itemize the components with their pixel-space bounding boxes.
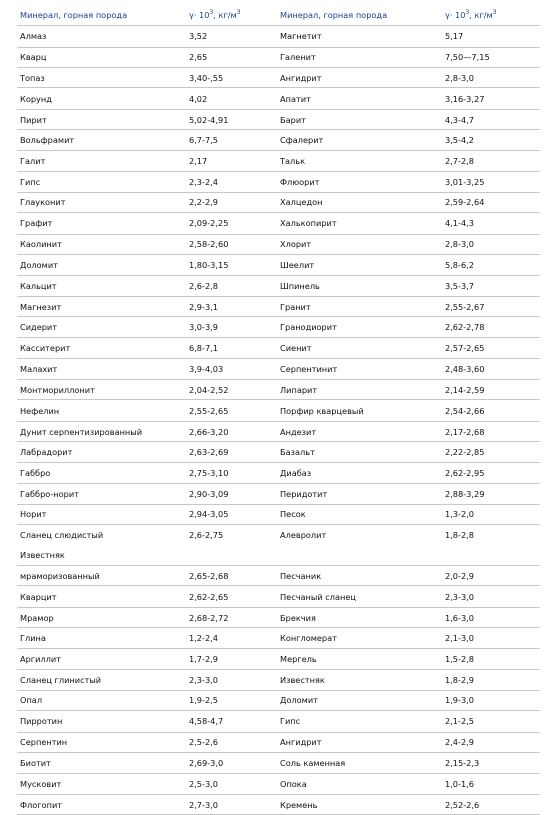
cell-mineral-right: Гранодиорит [277, 317, 440, 337]
cell-density-left: 2,55-2,65 [184, 400, 277, 422]
cell-density-right: 4,1-4,3 [440, 213, 540, 235]
cell-mineral-left: Монтмориллонит [17, 379, 184, 399]
table-row [17, 26, 540, 48]
table-row [17, 690, 540, 710]
cell-density-left: 2,3-2,4 [184, 172, 277, 192]
table-row [17, 379, 540, 399]
cell-mineral-right: Конгломерат [277, 628, 440, 648]
cell-density-left: 2,04-2,52 [184, 379, 277, 399]
cell-mineral-right: Шеелит [277, 255, 440, 275]
cell-mineral-right: Песчаник [277, 565, 440, 585]
cell-density-left: 2,7-3,0 [184, 795, 277, 815]
cell-mineral-right: Базальт [277, 442, 440, 462]
cell-mineral-left: Опал [17, 690, 184, 710]
table-row [17, 317, 540, 337]
cell-density-left: 2,90-3,09 [184, 484, 277, 504]
table-row [17, 297, 540, 317]
table-row [17, 275, 540, 297]
cell-density-left: 3,0-3,9 [184, 317, 277, 337]
cell-mineral-left: Гипс [17, 172, 184, 192]
cell-density-left: 1,2-2,4 [184, 628, 277, 648]
cell-mineral-right: Шпинель [277, 275, 440, 297]
cell-mineral-right: Сиенит [277, 337, 440, 359]
cell-mineral-left: Корунд [17, 88, 184, 110]
cell-mineral-right: Алевролит [280, 530, 327, 541]
cell-density-left: 2,6-2,75 [189, 530, 224, 541]
density-unit: , кг/м [469, 10, 493, 20]
cell-mineral-right: Апатит [277, 88, 440, 110]
table-row [17, 753, 540, 773]
table-row [17, 150, 540, 172]
cell-density-right: 2,62-2,95 [440, 462, 540, 484]
cell-density-left: 2,6-2,8 [184, 275, 277, 297]
cell-mineral-left: Известняк [17, 546, 184, 566]
cell-density-left: 2,5-2,6 [184, 732, 277, 752]
cell-density-left: 1,7-2,9 [184, 648, 277, 670]
cell-mineral-left: Флогопит [17, 795, 184, 815]
table-row [17, 400, 540, 422]
table-row [17, 586, 540, 608]
cell-density-left: 6,8-7,1 [184, 337, 277, 359]
table-row [17, 88, 540, 110]
cell-density-right: 5,8-6,2 [440, 255, 540, 275]
cell-mineral-left: Кальцит [17, 275, 184, 297]
table-row [17, 773, 540, 795]
cell-density-left: 4,02 [184, 88, 277, 110]
cell-mineral-right: Песок [277, 504, 440, 524]
cell-density-right: 3,5-4,2 [440, 130, 540, 150]
cell-mineral-right: Серпентинит [277, 359, 440, 379]
table-row [17, 359, 540, 379]
cell-mineral-right: Барит [277, 109, 440, 129]
cell-mineral-left: Пирит [17, 109, 184, 129]
cell-mineral-left: Каолинит [17, 234, 184, 254]
cell-mineral-left: Магнезит [17, 297, 184, 317]
cell-mineral-left: Сланец слюдистый [20, 530, 104, 541]
cell-density-right: 2,1-2,5 [440, 711, 540, 733]
cell-mineral-right: Андезит [277, 421, 440, 441]
cell-density-right: 2,1-3,0 [440, 628, 540, 648]
cell-density-left: 2,75-3,10 [184, 462, 277, 484]
table-row [17, 234, 540, 254]
table-row [17, 546, 540, 566]
density-prefix: γ· 10 [445, 10, 466, 20]
density-table-container [17, 4, 540, 815]
table-row [17, 462, 540, 484]
cell-density-right: 3,16-3,27 [440, 88, 540, 110]
cell-density-left: 4,58-4,7 [184, 711, 277, 733]
cell-density-left: 2,66-3,20 [184, 421, 277, 441]
cell-mineral-right: Хлорит [277, 234, 440, 254]
cell-density-left: 3,52 [184, 26, 277, 48]
cell-density-left: 3,40-,55 [184, 67, 277, 87]
cell-mineral-left: Серпентин [17, 732, 184, 752]
cell-density-right: 2,15-2,3 [440, 753, 540, 773]
cell-density-left: 2,58-2,60 [184, 234, 277, 254]
cell-mineral-right: Порфир кварцевый [277, 400, 440, 422]
cell-mineral-left: Глина [17, 628, 184, 648]
cell-density-left [184, 546, 277, 566]
cell-mineral-left: Аргиллит [17, 648, 184, 670]
cell-density-right: 2,54-2,66 [440, 400, 540, 422]
density-unit-exp: 3 [236, 9, 241, 16]
cell-mineral-right: Халькопирит [277, 213, 440, 235]
cell-mineral-right: Кремень [277, 795, 440, 815]
density-unit-exp: 3 [492, 9, 497, 16]
cell-mineral-left: Габбро-норит [17, 484, 184, 504]
table-row [17, 732, 540, 752]
cell-mineral-left: Сидерит [17, 317, 184, 337]
cell-mineral-right: Доломит [277, 690, 440, 710]
density-unit: , кг/м [213, 10, 237, 20]
cell-mineral-right: Мергель [277, 648, 440, 670]
cell-density-right: 1,3-2,0 [440, 504, 540, 524]
cell-mineral-left: Нефелин [17, 400, 184, 422]
cell-mineral-left: Галит [17, 150, 184, 172]
table-row [17, 109, 540, 129]
cell-density-right: 2,8-3,0 [440, 67, 540, 87]
cell-mineral-left: Биотит [17, 753, 184, 773]
cell-mineral-right: Известняк [277, 670, 440, 690]
cell-density-left: 2,65 [184, 47, 277, 67]
cell-density-right: 1,5-2,8 [440, 648, 540, 670]
cell-mineral-right: Липарит [277, 379, 440, 399]
cell-density-left: 2,62-2,65 [184, 586, 277, 608]
cell-mineral-left: Малахит [17, 359, 184, 379]
cell-density-left: 6,7-7,5 [184, 130, 277, 150]
header-mineral-right: Минерал, горная порода [277, 4, 440, 26]
cell-density-right: 1,9-3,0 [440, 690, 540, 710]
table-body [17, 26, 540, 815]
cell-mineral-right: Флюорит [277, 172, 440, 192]
cell-mineral-right: Гранит [277, 297, 440, 317]
cell-mineral-left: Кварцит [17, 586, 184, 608]
cell-density-right: 2,22-2,85 [440, 442, 540, 462]
cell-density-right: 2,88-3,29 [440, 484, 540, 504]
cell-mineral-right: Перидотит [277, 484, 440, 504]
density-prefix: γ· 10 [189, 10, 210, 20]
density-table [17, 4, 540, 815]
header-mineral-left: Минерал, горная порода [17, 4, 184, 26]
cell-density-left: 3,9-4,03 [184, 359, 277, 379]
table-row [17, 130, 540, 150]
cell-density-left: 2,3-3,0 [184, 670, 277, 690]
cell-mineral-left: Графит [17, 213, 184, 235]
cell-density-right: 2,52-2,6 [440, 795, 540, 815]
cell-density-left: 2,17 [184, 150, 277, 172]
cell-mineral-right: Сфалерит [277, 130, 440, 150]
table-row [17, 628, 540, 648]
cell-mineral-right: Халцедон [277, 192, 440, 212]
cell-mineral-right: Магнетит [277, 26, 440, 48]
cell-density-left: 2,63-2,69 [184, 442, 277, 462]
table-row [17, 421, 540, 441]
table-row [17, 213, 540, 235]
cell-density-right: 3,5-3,7 [440, 275, 540, 297]
cell-mineral-left: мраморизованный [17, 565, 184, 585]
cell-density-left: 5,02-4,91 [184, 109, 277, 129]
cell-mineral-right: Тальк [277, 150, 440, 172]
cell-mineral-left: Норит [17, 504, 184, 524]
cell-mineral-left: Глауконит [17, 192, 184, 212]
cell-density-right: 2,3-3,0 [440, 586, 540, 608]
table-row [17, 337, 540, 359]
cell-density-left: 2,09-2,25 [184, 213, 277, 235]
cell-mineral-left: Касситерит [17, 337, 184, 359]
cell-density-left: 2,65-2,68 [184, 565, 277, 585]
cell-density-left: 1,9-2,5 [184, 690, 277, 710]
table-row [17, 607, 540, 627]
cell-mineral-left: Кварц [17, 47, 184, 67]
header-density-right [440, 4, 540, 26]
cell-mineral-right: Ангидрит [277, 67, 440, 87]
cell-density-right: 1,6-3,0 [440, 607, 540, 627]
cell-density-right: 1,0-1,6 [440, 773, 540, 795]
cell-density-left: 2,5-3,0 [184, 773, 277, 795]
cell-density-right: 2,7-2,8 [440, 150, 540, 172]
cell-mineral-left: Вольфрамит [17, 130, 184, 150]
cell-density-right: 2,59-2,64 [440, 192, 540, 212]
cell-mineral-right [277, 546, 440, 566]
cell-mineral-left: Мусковит [17, 773, 184, 795]
table-row [17, 192, 540, 212]
cell-density-right: 3,01-3,25 [440, 172, 540, 192]
table-row [17, 47, 540, 67]
cell-mineral-left: Пирротин [17, 711, 184, 733]
cell-density-right: 7,50—7,15 [440, 47, 540, 67]
cell-mineral-left: Мрамор [17, 607, 184, 627]
cell-density-right: 2,57-2,65 [440, 337, 540, 359]
cell-density-right: 2,8-3,0 [440, 234, 540, 254]
cell-density-right: 2,4-2,9 [440, 732, 540, 752]
cell-density-right: 2,0-2,9 [440, 565, 540, 585]
table-row [17, 67, 540, 87]
table-header-row [17, 4, 540, 26]
cell-density-left: 2,2-2,9 [184, 192, 277, 212]
table-row [17, 172, 540, 192]
table-row [17, 442, 540, 462]
table-row [17, 711, 540, 733]
cell-mineral-left: Габбро [17, 462, 184, 484]
table-row [17, 484, 540, 504]
header-density-left [184, 4, 277, 26]
density-exp: 3 [209, 9, 214, 16]
cell-density-left: 2,69-3,0 [184, 753, 277, 773]
cell-density-right: 4,3-4,7 [440, 109, 540, 129]
cell-density-right [440, 546, 540, 566]
cell-mineral-right: Галенит [277, 47, 440, 67]
cell-mineral-right: Песчаный сланец [277, 586, 440, 608]
cell-mineral-right: Брекчия [277, 607, 440, 627]
table-row [17, 648, 540, 670]
cell-mineral-left: Дунит серпентизированный [17, 421, 184, 441]
density-exp: 3 [465, 9, 470, 16]
cell-density-right: 1,8-2,8 [445, 530, 474, 541]
cell-density-right: 2,17-2,68 [440, 421, 540, 441]
cell-mineral-left: Алмаз [17, 26, 184, 48]
table-row [17, 255, 540, 275]
cell-density-right: 2,48-3,60 [440, 359, 540, 379]
cell-density-left: 2,68-2,72 [184, 607, 277, 627]
cell-density-right: 1,8-2,9 [440, 670, 540, 690]
table-row [17, 565, 540, 585]
cell-mineral-right: Опока [277, 773, 440, 795]
cell-mineral-right: Гипс [277, 711, 440, 733]
cell-mineral-left: Топаз [17, 67, 184, 87]
cell-density-right: 5,17 [440, 26, 540, 48]
cell-density-right: 2,14-2,59 [440, 379, 540, 399]
table-row [17, 504, 540, 524]
cell-density-right: 2,62-2,78 [440, 317, 540, 337]
cell-density-right: 2,55-2,67 [440, 297, 540, 317]
table-row [17, 670, 540, 690]
cell-density-left: 2,9-3,1 [184, 297, 277, 317]
cell-density-left: 1,80-3,15 [184, 255, 277, 275]
cell-mineral-right: Соль каменная [277, 753, 440, 773]
cell-mineral-right: Ангидрит [277, 732, 440, 752]
cell-mineral-left: Сланец глинистый [17, 670, 184, 690]
cell-mineral-left: Доломит [17, 255, 184, 275]
cell-mineral-left: Лабрадорит [17, 442, 184, 462]
table-row [17, 525, 540, 546]
cell-density-left: 2,94-3,05 [184, 504, 277, 524]
cell-mineral-right: Диабаз [277, 462, 440, 484]
